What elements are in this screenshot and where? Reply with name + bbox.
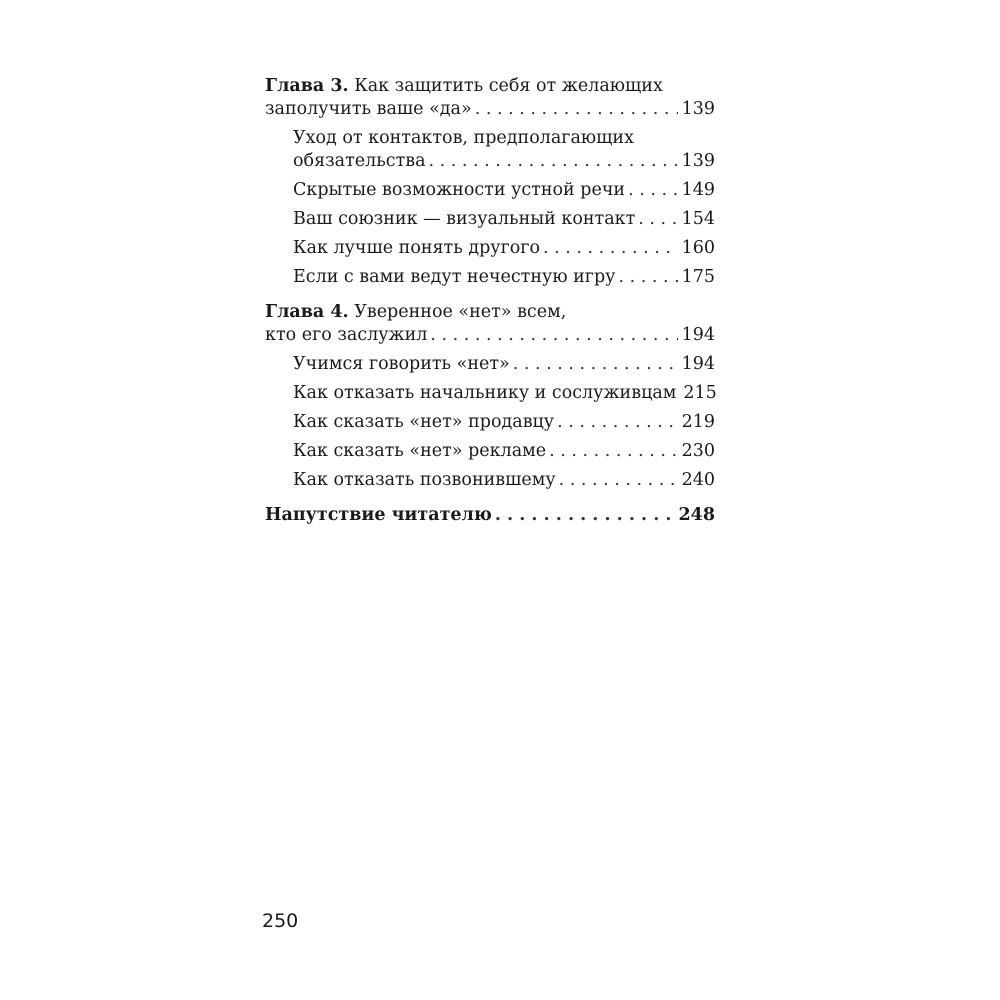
chapter-title-line-1 [265, 75, 715, 98]
toc-section [293, 382, 715, 405]
section-page-number: 160 [681, 238, 715, 258]
chapter-sections [265, 353, 715, 492]
toc-section [293, 353, 715, 376]
dot-leader [628, 179, 678, 202]
chapter-title-continuation: кто его заслужил [265, 325, 428, 345]
page-number: 250 [262, 910, 299, 932]
section-title: Как отказать позвонившему [293, 470, 556, 490]
chapter-title: Как защитить себя от желающих [354, 76, 663, 96]
section-row [293, 411, 715, 434]
toc-chapter [265, 75, 715, 289]
section-page-number: 215 [683, 383, 717, 403]
section-title-line-1: Уход от контактов, предполагающих [293, 128, 634, 148]
toc-afterword [265, 504, 715, 527]
afterword-title: Напутствие читателю [265, 505, 492, 525]
section-title: Как сказать «нет» продавцу [293, 412, 555, 432]
dot-leader [557, 411, 678, 434]
section-page-number: 194 [681, 354, 715, 374]
dot-leader [430, 324, 677, 347]
section-title: Ваш союзник — визуальный контакт [293, 209, 636, 229]
dot-leader [543, 237, 678, 260]
toc-section [293, 208, 715, 231]
chapter-label: Глава 4. [265, 302, 349, 322]
chapter-title-continuation: заполучить ваше «да» [265, 99, 472, 119]
dot-leader [429, 150, 678, 173]
dot-leader [559, 469, 678, 492]
section-page-number: 230 [681, 441, 715, 461]
section-title: обязательства [293, 151, 426, 171]
chapter-title-line-2 [265, 98, 715, 121]
toc-section [293, 266, 715, 289]
chapter-page-number: 139 [681, 99, 715, 119]
section-row [293, 469, 715, 492]
dot-leader [475, 98, 678, 121]
afterword-page-number: 248 [678, 505, 715, 525]
section-row [293, 266, 715, 289]
chapter-label: Глава 3. [265, 76, 349, 96]
dot-leader [549, 440, 678, 463]
table-of-contents [265, 75, 715, 527]
chapter-sections [265, 127, 715, 289]
section-title: Учимся говорить «нет» [293, 354, 510, 374]
chapter-title-line-2 [265, 324, 715, 347]
dot-leader [513, 353, 678, 376]
section-title: Как сказать «нет» рекламе [293, 441, 547, 461]
section-row [293, 353, 715, 376]
toc-section [293, 237, 715, 260]
section-page-number: 154 [681, 209, 715, 229]
section-title: Как лучше понять другого [293, 238, 541, 258]
section-row [293, 440, 715, 463]
toc-section [293, 179, 715, 202]
section-page-number: 240 [681, 470, 715, 490]
section-row [293, 179, 715, 202]
chapter-title: Уверенное «нет» всем, [354, 302, 567, 322]
section-page-number: 219 [681, 412, 715, 432]
dot-leader [638, 208, 677, 231]
section-title: Если с вами ведут нечестную игру [293, 267, 616, 287]
section-page-number: 149 [681, 180, 715, 200]
section-row [293, 150, 715, 173]
toc-section [293, 411, 715, 434]
section-page-number: 139 [681, 151, 715, 171]
toc-section [293, 469, 715, 492]
toc-chapter [265, 301, 715, 492]
dot-leader [618, 266, 677, 289]
toc-section [293, 440, 715, 463]
toc-section [293, 127, 715, 173]
section-title: Как отказать начальнику и сослуживцам [293, 383, 677, 403]
dot-leader [495, 504, 675, 527]
chapter-page-number: 194 [681, 325, 715, 345]
section-row [293, 237, 715, 260]
section-page-number: 175 [681, 267, 715, 287]
chapter-title-line-1 [265, 301, 715, 324]
section-title: Скрытые возможности устной речи [293, 180, 626, 200]
section-row [293, 382, 715, 405]
section-row [293, 208, 715, 231]
